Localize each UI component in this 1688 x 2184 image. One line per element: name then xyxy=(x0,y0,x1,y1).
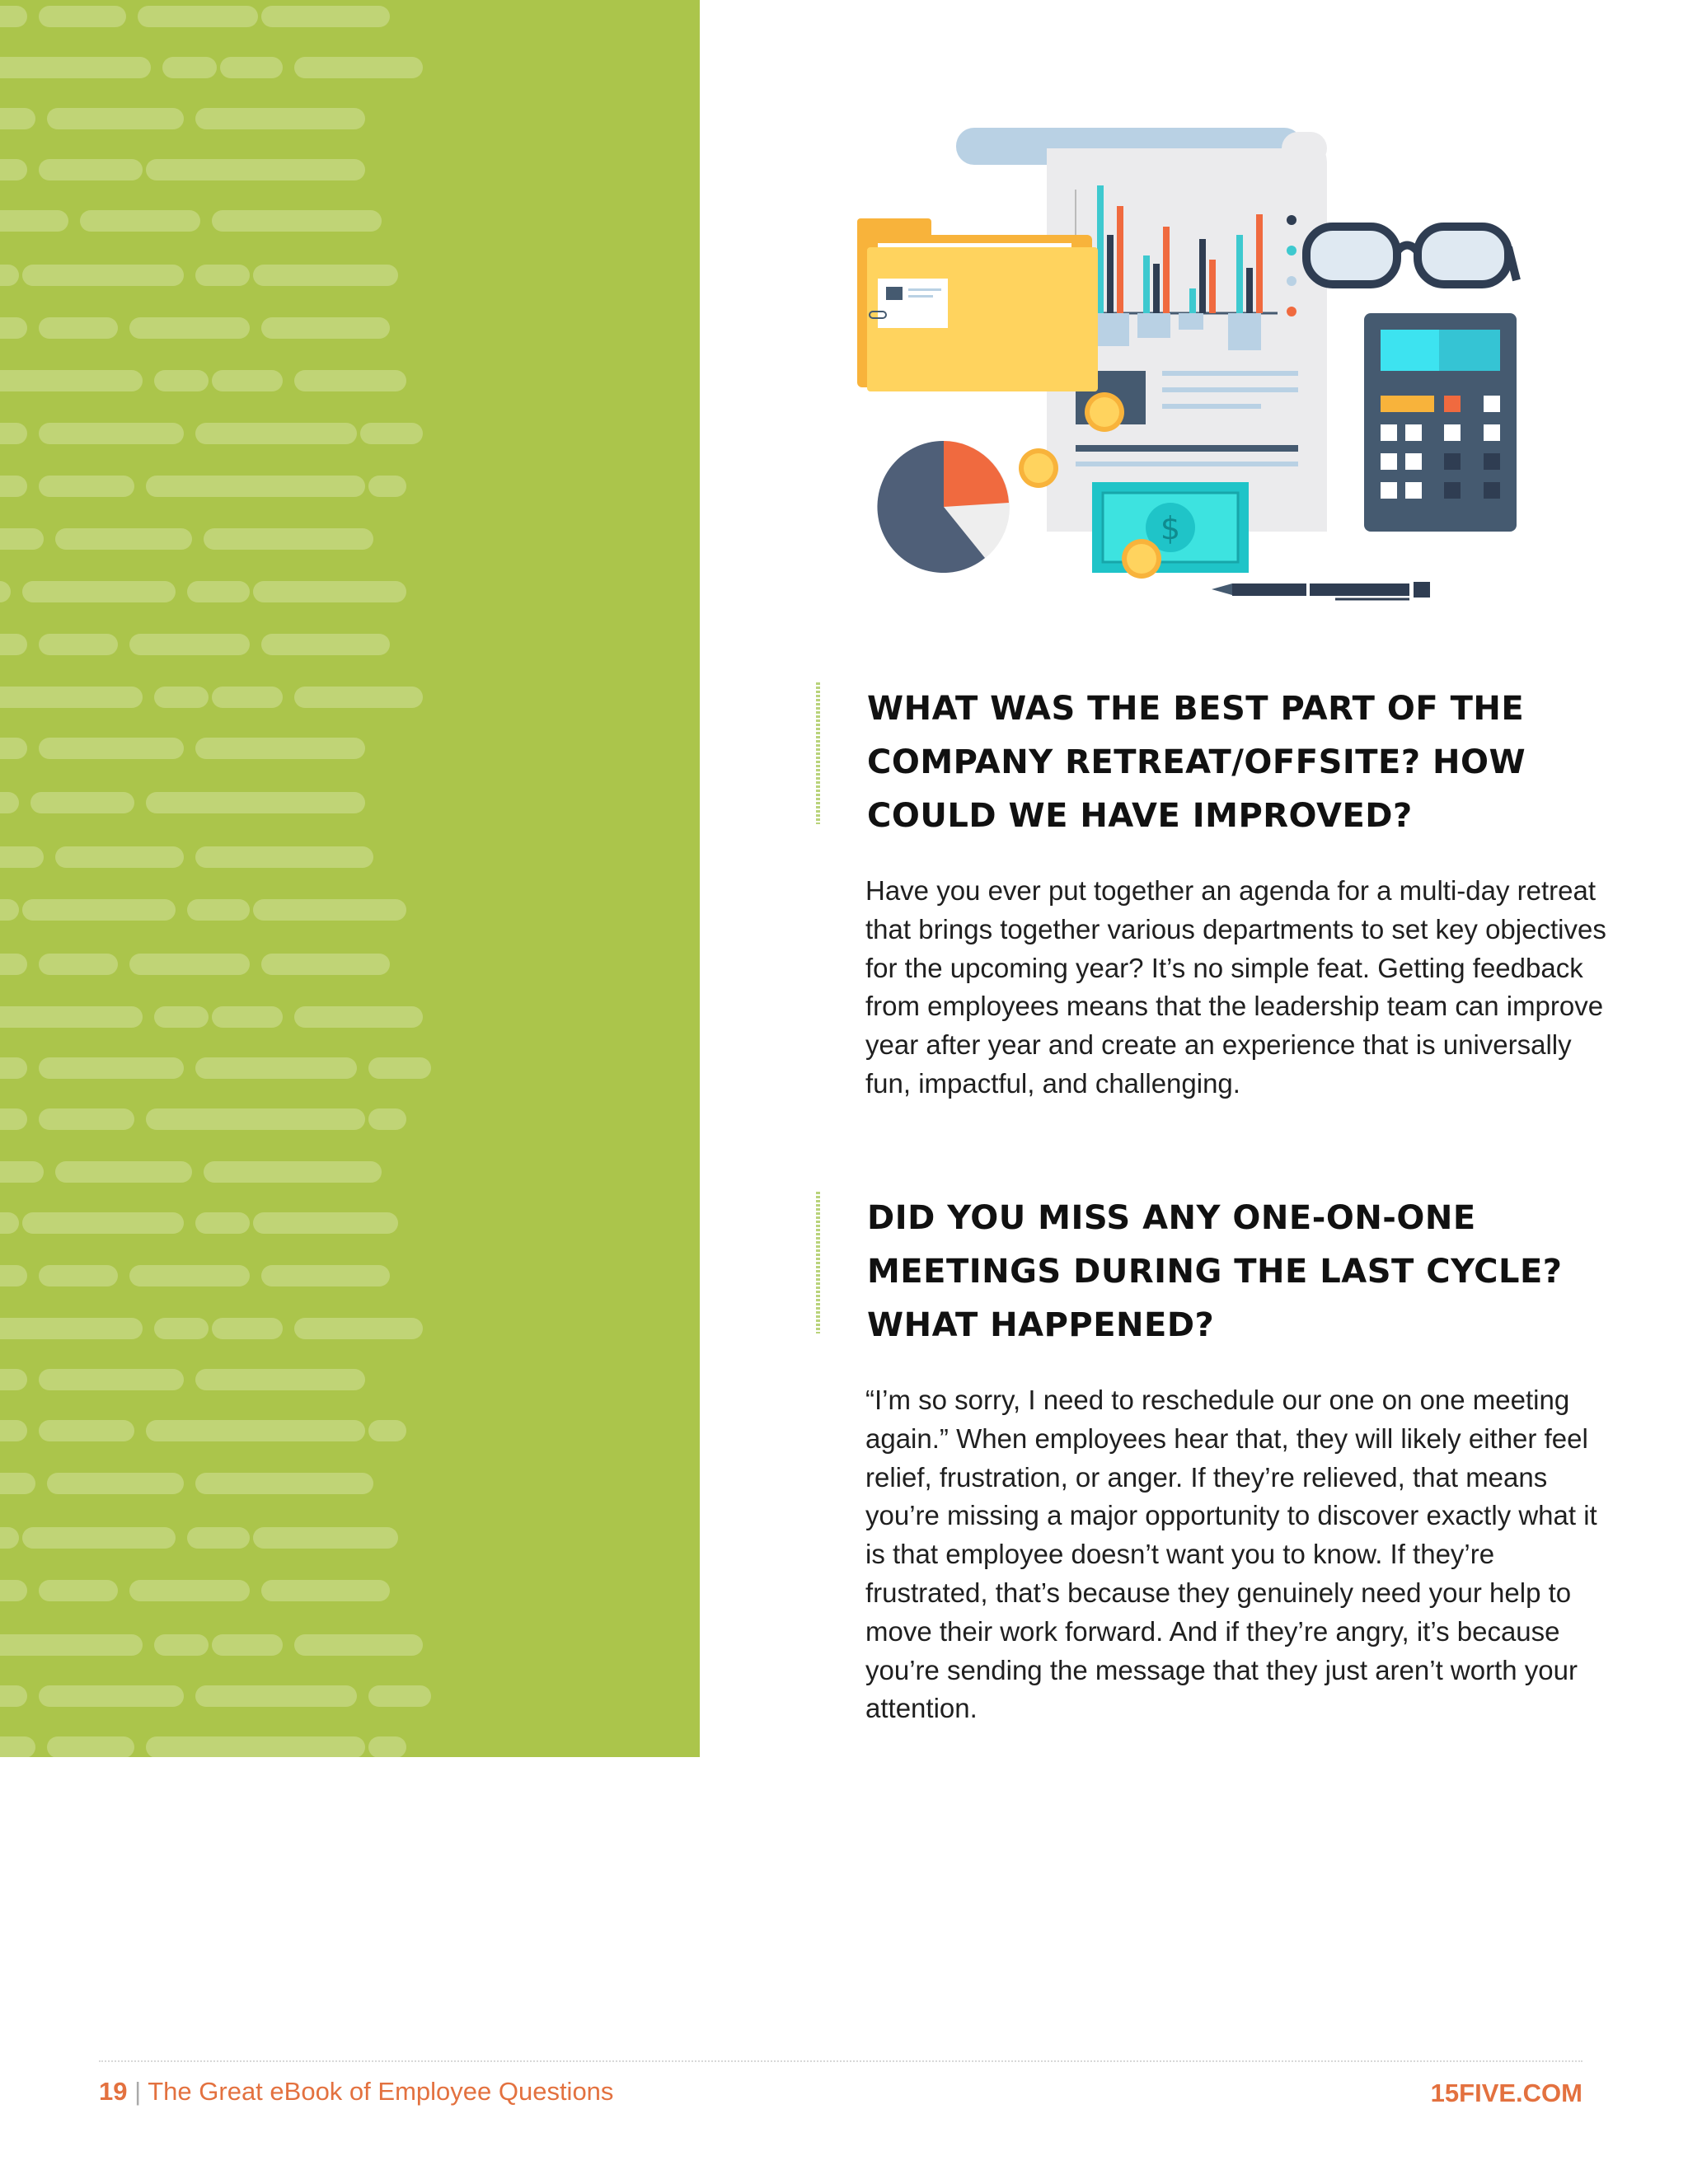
question-body: “I’m so sorry, I need to reschedule our one on one meeting again.” When employees hear that, they will likely either feel relief, frustration, or anger. If they’re relieved, that means you’re missing a major opportunity to discover exactly what it is that employee doesn’t want you to know. If they’re frustrated, that’s because they genuinely need your help to move their work forward. And if they’re angry, it’s because you’re sending the message that they just aren’t worth your attention. xyxy=(865,1385,1597,1724)
finance-illustration xyxy=(857,115,1550,610)
heading-accent-rule xyxy=(816,682,820,824)
pie-chart-icon xyxy=(877,441,1010,573)
calculator-icon xyxy=(1364,313,1517,532)
page-number: 19 xyxy=(99,2077,128,2106)
book-title: The Great eBook of Employee Questions xyxy=(148,2077,614,2106)
folder-icon xyxy=(857,218,1098,391)
pen-icon xyxy=(1212,582,1430,599)
footer-divider xyxy=(99,2060,1582,2062)
heading-accent-rule xyxy=(816,1192,820,1333)
glasses-icon xyxy=(1306,227,1517,284)
svg-text:$: $ xyxy=(1160,510,1181,546)
question-heading: WHAT WAS THE BEST PART OF THE COMPANY RETREAT/OFFSITE? HOW COULD WE HAVE IMPROVED? xyxy=(867,690,1526,835)
question-section-retreat xyxy=(816,682,1615,835)
footer-separator: | xyxy=(134,2077,142,2106)
footer-site-link[interactable]: 15FIVE.COM xyxy=(1430,2079,1582,2107)
dash-pattern xyxy=(0,0,700,1757)
money-bill-icon xyxy=(1092,482,1249,573)
decorative-green-panel xyxy=(0,0,700,1757)
question-heading: DID YOU MISS ANY ONE-ON-ONE MEETINGS DURING THE LAST CYCLE? WHAT HAPPENED? xyxy=(867,1199,1563,1344)
footer-title xyxy=(99,2077,613,2107)
question-body: Have you ever put together an agenda for a multi-day retreat that brings together various departments to set key objectives for the upcoming year? It’s no simple feat. Getting feedback from employees means that the leadership team can improve year after year and create an experience that is universally fun, impactful, and challenging. xyxy=(865,875,1606,1099)
question-section-one-on-one xyxy=(816,1192,1615,1344)
